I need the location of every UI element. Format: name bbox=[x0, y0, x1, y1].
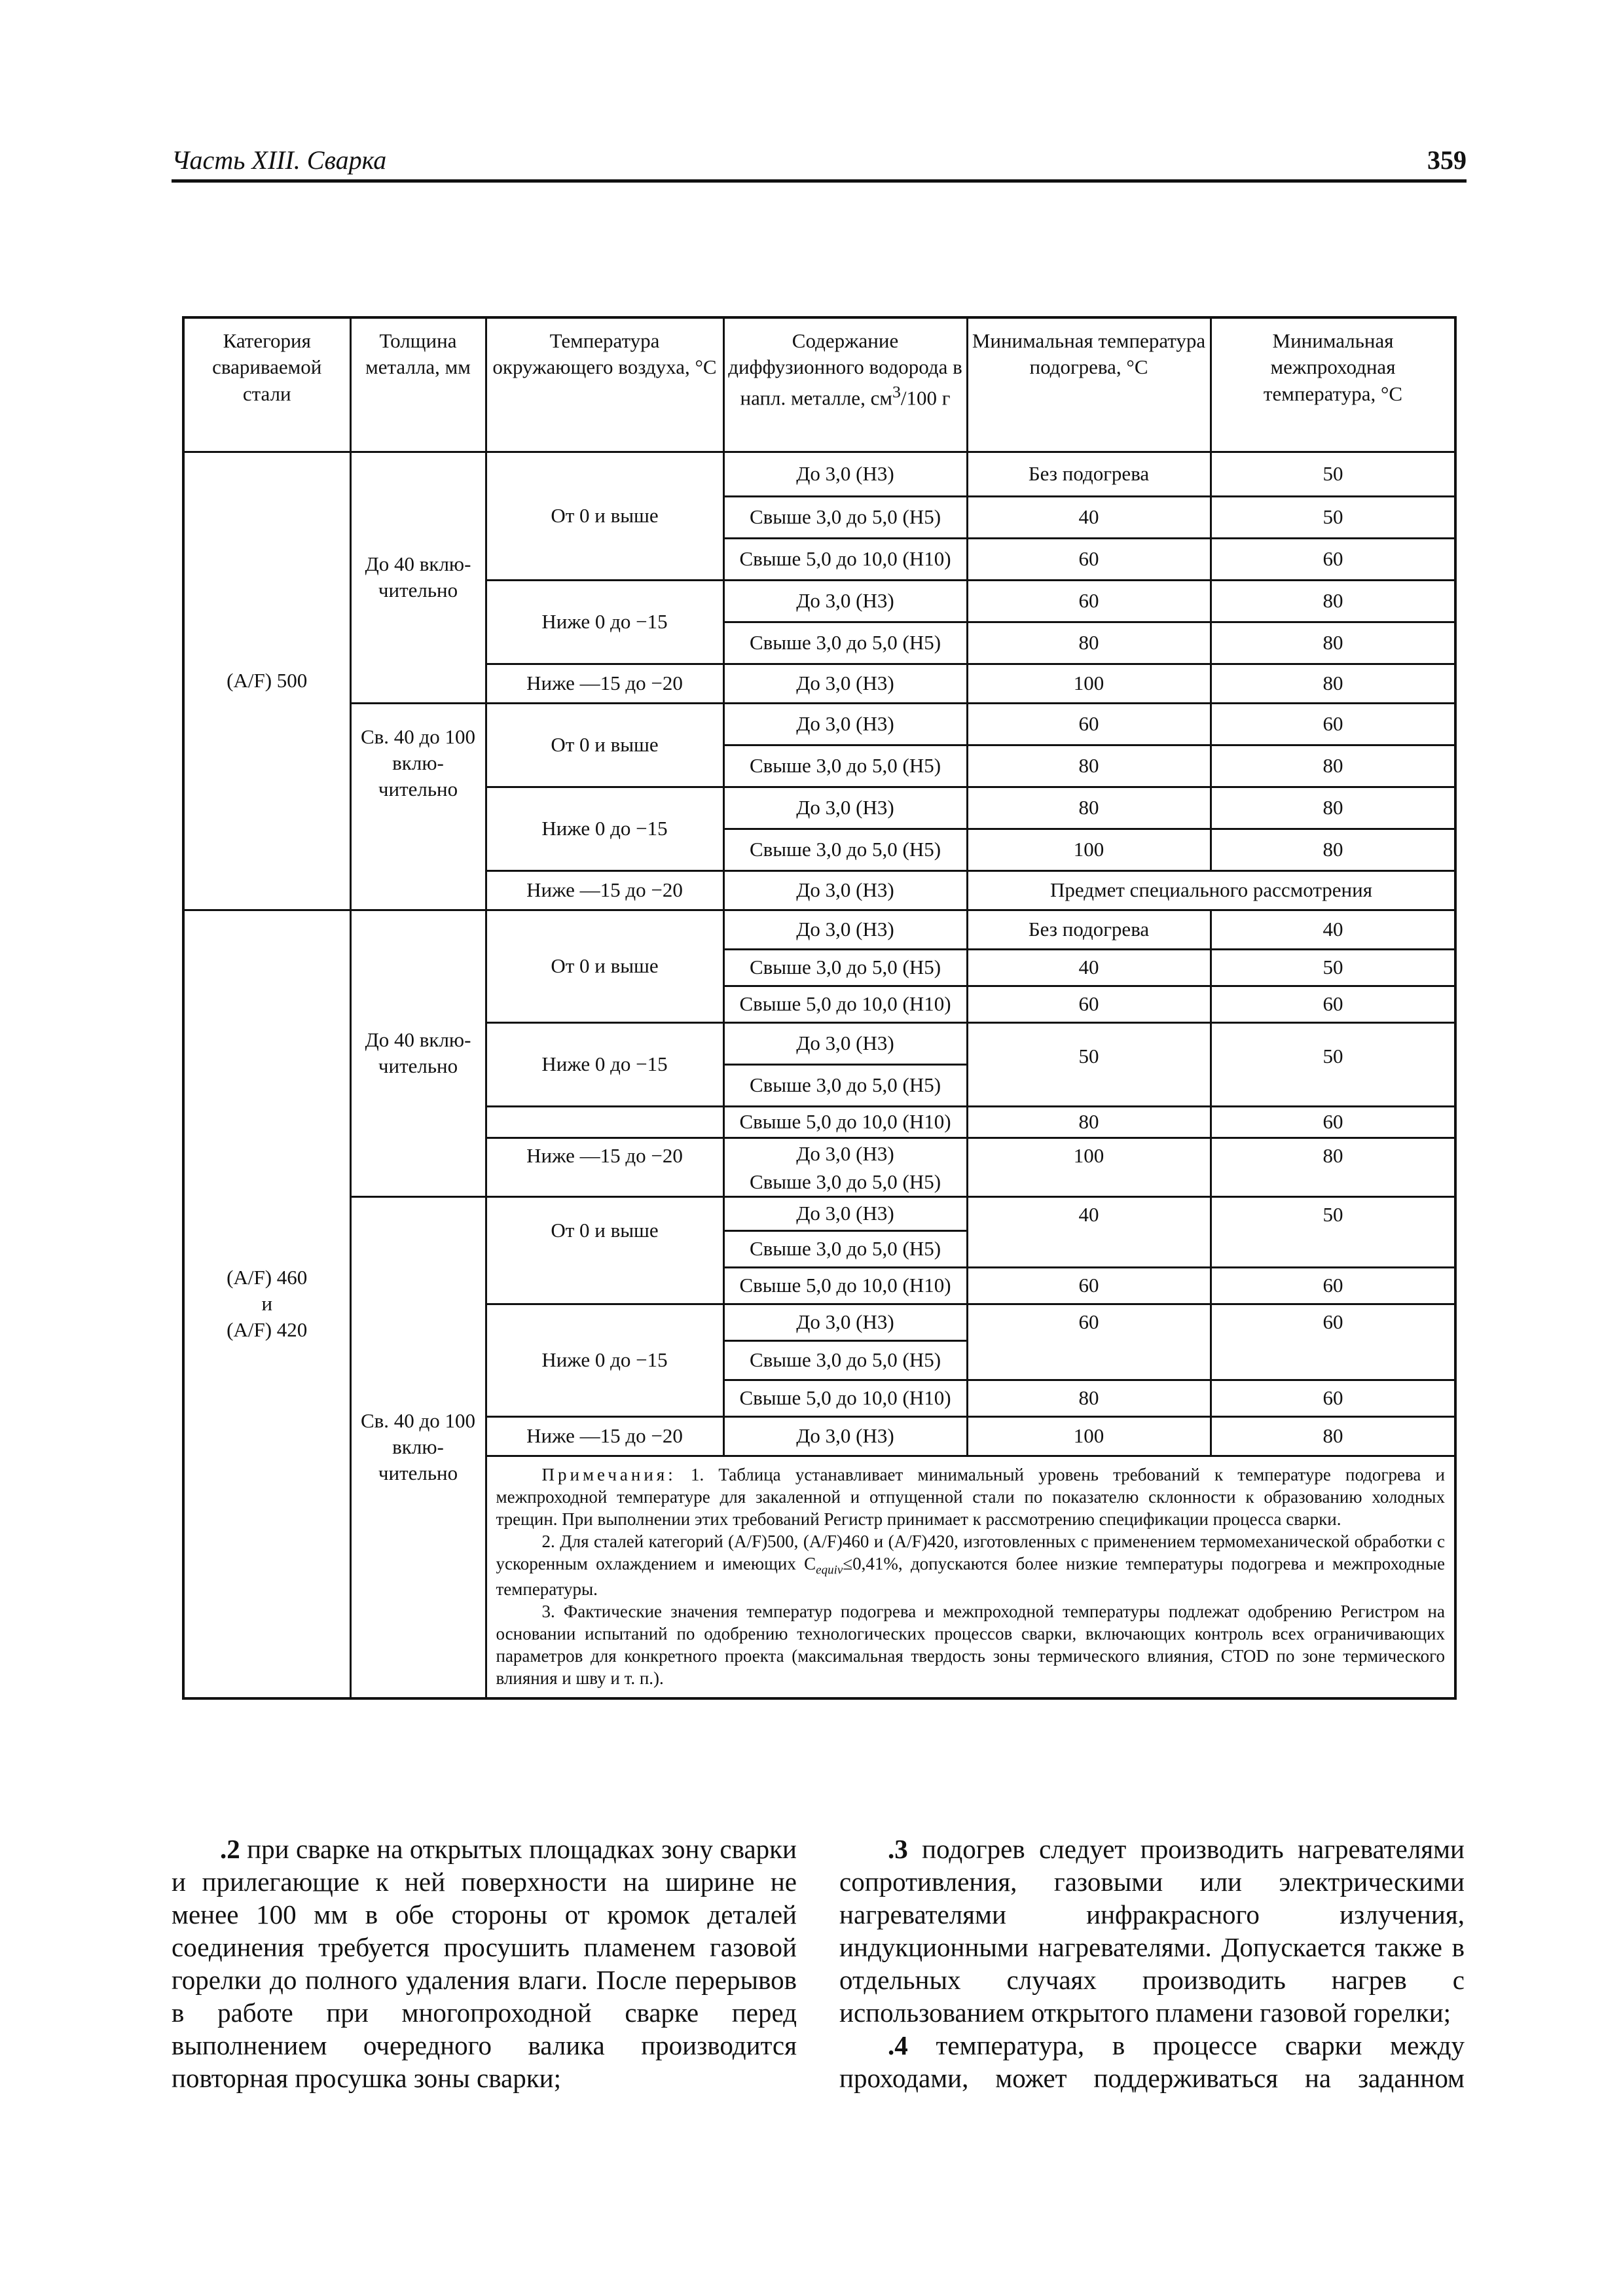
hydrogen-cell: Свыше 3,0 до 5,0 (H5) bbox=[723, 829, 967, 870]
preheat-cell: 100 bbox=[967, 829, 1211, 870]
interpass-cell: 80 bbox=[1211, 745, 1455, 787]
running-title: Часть XIII. Сварка bbox=[172, 145, 387, 175]
preheat-cell: 40 bbox=[967, 496, 1211, 538]
table-row bbox=[183, 452, 1455, 496]
hydrogen-cell: До 3,0 (H3) bbox=[723, 1138, 967, 1169]
ambient-cell: Ниже —15 до −20 bbox=[486, 870, 723, 910]
interpass-cell: 80 bbox=[1211, 580, 1455, 622]
hydrogen-cell: Свыше 3,0 до 5,0 (H5) bbox=[723, 1169, 967, 1196]
ambient-cell: От 0 и выше bbox=[486, 910, 723, 1022]
interpass-cell: 40 bbox=[1211, 910, 1455, 949]
interpass-cell: 60 bbox=[1211, 1267, 1455, 1304]
hydrogen-cell: Свыше 3,0 до 5,0 (H5) bbox=[723, 1064, 967, 1106]
table-row bbox=[183, 1196, 1455, 1230]
header-category: Категория свариваемой стали bbox=[183, 317, 350, 452]
preheat-cell: 60 bbox=[967, 1267, 1211, 1304]
hydrogen-cell: До 3,0 (H3) bbox=[723, 452, 967, 496]
special-consideration-cell: Предмет специального рассмотрения bbox=[967, 870, 1455, 910]
hydrogen-cell: Свыше 5,0 до 10,0 (H10) bbox=[723, 538, 967, 580]
hydrogen-cell: Свыше 5,0 до 10,0 (H10) bbox=[723, 1106, 967, 1138]
hydrogen-cell: Свыше 5,0 до 10,0 (H10) bbox=[723, 1380, 967, 1416]
hydrogen-cell: Свыше 5,0 до 10,0 (H10) bbox=[723, 986, 967, 1022]
interpass-cell: 50 bbox=[1211, 1022, 1455, 1106]
ambient-cell: Ниже —15 до −20 bbox=[486, 664, 723, 703]
ambient-cell: Ниже 0 до −15 bbox=[486, 580, 723, 664]
interpass-cell: 60 bbox=[1211, 1106, 1455, 1138]
preheat-cell: 100 bbox=[967, 1138, 1211, 1196]
interpass-cell: 80 bbox=[1211, 787, 1455, 829]
preheat-cell: 80 bbox=[967, 745, 1211, 787]
interpass-cell: 50 bbox=[1211, 452, 1455, 496]
interpass-cell: 80 bbox=[1211, 1416, 1455, 1456]
preheat-cell: 80 bbox=[967, 622, 1211, 664]
interpass-cell: 80 bbox=[1211, 664, 1455, 703]
preheat-cell: Без подогрева bbox=[967, 452, 1211, 496]
interpass-cell: 50 bbox=[1211, 949, 1455, 986]
left-column bbox=[172, 1833, 797, 2094]
interpass-cell: 60 bbox=[1211, 1380, 1455, 1416]
ambient-cell: От 0 и выше bbox=[486, 452, 723, 580]
interpass-cell: 50 bbox=[1211, 1196, 1455, 1267]
hydrogen-cell: Свыше 3,0 до 5,0 (H5) bbox=[723, 1230, 967, 1267]
paragraph-2: .2 при сварке на открытых площадках зону сварки и прилегающие к ней поверхности на ширине не менее 100 мм в обе стороны от кромок деталей соединения требуется просушить пламенем газовой горелки до полного удаления влаги. После перерывов в работе при многопроходной сварке перед выполнением очередного валика производится повторная просушка зоны сварки; bbox=[172, 1834, 797, 2093]
ambient-cell: От 0 и выше bbox=[486, 1196, 723, 1304]
preheat-cell: 50 bbox=[967, 1022, 1211, 1106]
page-number: 359 bbox=[1427, 145, 1467, 175]
note-1: 1. Таблица устанавливает минимальный уровень требований к температуре подогрева и межпроходной температуре для закаленной и отпущенной стали по показателю склонности к образованию холодных трещин. При выполнении этих требований Регистр принимает к рассмотрению спецификации процесса сварки. bbox=[496, 1464, 1446, 1529]
category-cell: (A/F) 460 и (A/F) 420 bbox=[183, 910, 350, 1698]
interpass-cell: 50 bbox=[1211, 496, 1455, 538]
preheat-cell: 60 bbox=[967, 986, 1211, 1022]
interpass-cell: 80 bbox=[1211, 1138, 1455, 1196]
hydrogen-cell: До 3,0 (H3) bbox=[723, 787, 967, 829]
preheat-cell: 60 bbox=[967, 703, 1211, 745]
paragraph-4: .4 температура, в процессе сварки между проходами, может поддерживаться на заданном bbox=[839, 2030, 1465, 2093]
hydrogen-cell: Свыше 3,0 до 5,0 (H5) bbox=[723, 745, 967, 787]
note-3: 3. Фактические значения температур подогрева и межпроходной температуры подлежат одобрению Регистром на основании испытаний по одобрению технологических процессов сварки, включающих контроль всех ограничивающих параметров для конкретного проекта (максимальная твердость зоны термического влияния, CTOD по зоне термического влияния и шву и т. п.). bbox=[496, 1601, 1445, 1688]
preheat-cell: Без подогрева bbox=[967, 910, 1211, 949]
hydrogen-cell: Свыше 3,0 до 5,0 (H5) bbox=[723, 496, 967, 538]
note-2: 2. Для сталей категорий (A/F)500, (A/F)460 и (A/F)420, изготовленных с применением термомеханической обработки с ускоренным охлаждением и имеющих $C_{equiv}\le 0,41\%$, допускаются более низкие температуры подогрева и межпроходные температуры. bbox=[496, 1531, 1445, 1599]
hydrogen-cell: До 3,0 (H3) bbox=[723, 1196, 967, 1230]
thickness-cell: До 40 вклю-чительно bbox=[350, 910, 486, 1196]
hydrogen-cell: Свыше 3,0 до 5,0 (H5) bbox=[723, 1340, 967, 1380]
header-hydrogen: Содержание диффузионного водорода в напл. металле, $см^3/100$ г bbox=[723, 317, 967, 452]
thickness-cell: Св. 40 до 100 вклю-чительно bbox=[350, 1196, 486, 1698]
preheat-cell: 60 bbox=[967, 580, 1211, 622]
preheat-cell: 60 bbox=[967, 538, 1211, 580]
interpass-cell: 60 bbox=[1211, 1304, 1455, 1380]
interpass-cell: 80 bbox=[1211, 622, 1455, 664]
ambient-cell: Ниже 0 до −15 bbox=[486, 1022, 723, 1106]
hydrogen-cell: До 3,0 (H3) bbox=[723, 1304, 967, 1340]
hydrogen-cell: До 3,0 (H3) bbox=[723, 910, 967, 949]
preheat-cell: 40 bbox=[967, 949, 1211, 986]
interpass-cell: 80 bbox=[1211, 829, 1455, 870]
preheat-cell: 40 bbox=[967, 1196, 1211, 1267]
right-column bbox=[839, 1833, 1465, 2094]
preheat-cell: 80 bbox=[967, 1106, 1211, 1138]
ambient-cell: Ниже 0 до −15 bbox=[486, 1304, 723, 1416]
hydrogen-cell: До 3,0 (H3) bbox=[723, 664, 967, 703]
header-interpass: Минимальная межпроходная температура, °С bbox=[1211, 317, 1455, 452]
ambient-cell: Ниже —15 до −20 bbox=[486, 1138, 723, 1196]
hydrogen-cell: Свыше 3,0 до 5,0 (H5) bbox=[723, 949, 967, 986]
preheat-cell: 80 bbox=[967, 787, 1211, 829]
hydrogen-cell: До 3,0 (H3) bbox=[723, 1022, 967, 1064]
hydrogen-cell: Свыше 3,0 до 5,0 (H5) bbox=[723, 622, 967, 664]
table-row bbox=[183, 703, 1455, 745]
preheat-cell: 100 bbox=[967, 664, 1211, 703]
category-cell: (A/F) 500 bbox=[183, 452, 350, 910]
header-thickness: Толщина металла, мм bbox=[350, 317, 486, 452]
table-notes bbox=[486, 1456, 1455, 1698]
paragraph-3: .3 подогрев следует производить нагревателями сопротивления, газовыми или электрическими нагревателями инфракрасного излучения, индукционными нагревателями. Допускается также в отдельных случаях производить нагрев с использованием открытого пламени газовой горелки; bbox=[839, 1834, 1465, 2028]
hydrogen-cell: До 3,0 (H3) bbox=[723, 580, 967, 622]
table-row bbox=[183, 910, 1455, 949]
thickness-cell: Св. 40 до 100 вклю-чительно bbox=[350, 703, 486, 910]
hydrogen-cell: До 3,0 (H3) bbox=[723, 703, 967, 745]
ambient-cell: Ниже 0 до −15 bbox=[486, 787, 723, 870]
ambient-cell: От 0 и выше bbox=[486, 703, 723, 787]
interpass-cell: 60 bbox=[1211, 703, 1455, 745]
preheat-cell: 80 bbox=[967, 1380, 1211, 1416]
header-preheat: Минимальная температура подогрева, °С bbox=[967, 317, 1211, 452]
hydrogen-cell: Свыше 5,0 до 10,0 (H10) bbox=[723, 1267, 967, 1304]
ambient-cell: Ниже —15 до −20 bbox=[486, 1416, 723, 1456]
hydrogen-cell: До 3,0 (H3) bbox=[723, 1416, 967, 1456]
body-text bbox=[172, 1833, 1467, 2121]
interpass-cell: 60 bbox=[1211, 986, 1455, 1022]
preheat-cell: 100 bbox=[967, 1416, 1211, 1456]
interpass-cell: 60 bbox=[1211, 538, 1455, 580]
header-ambient: Температура окружающего воздуха, °С bbox=[486, 317, 723, 452]
table-header-row bbox=[183, 317, 1455, 452]
hydrogen-cell: До 3,0 (H3) bbox=[723, 870, 967, 910]
thickness-cell: До 40 вклю-чительно bbox=[350, 452, 486, 703]
ambient-cell bbox=[486, 1106, 723, 1138]
preheat-cell: 60 bbox=[967, 1304, 1211, 1380]
page-header bbox=[172, 139, 1467, 183]
preheat-table bbox=[182, 316, 1457, 1700]
notes-label: Примечания: bbox=[541, 1464, 676, 1484]
